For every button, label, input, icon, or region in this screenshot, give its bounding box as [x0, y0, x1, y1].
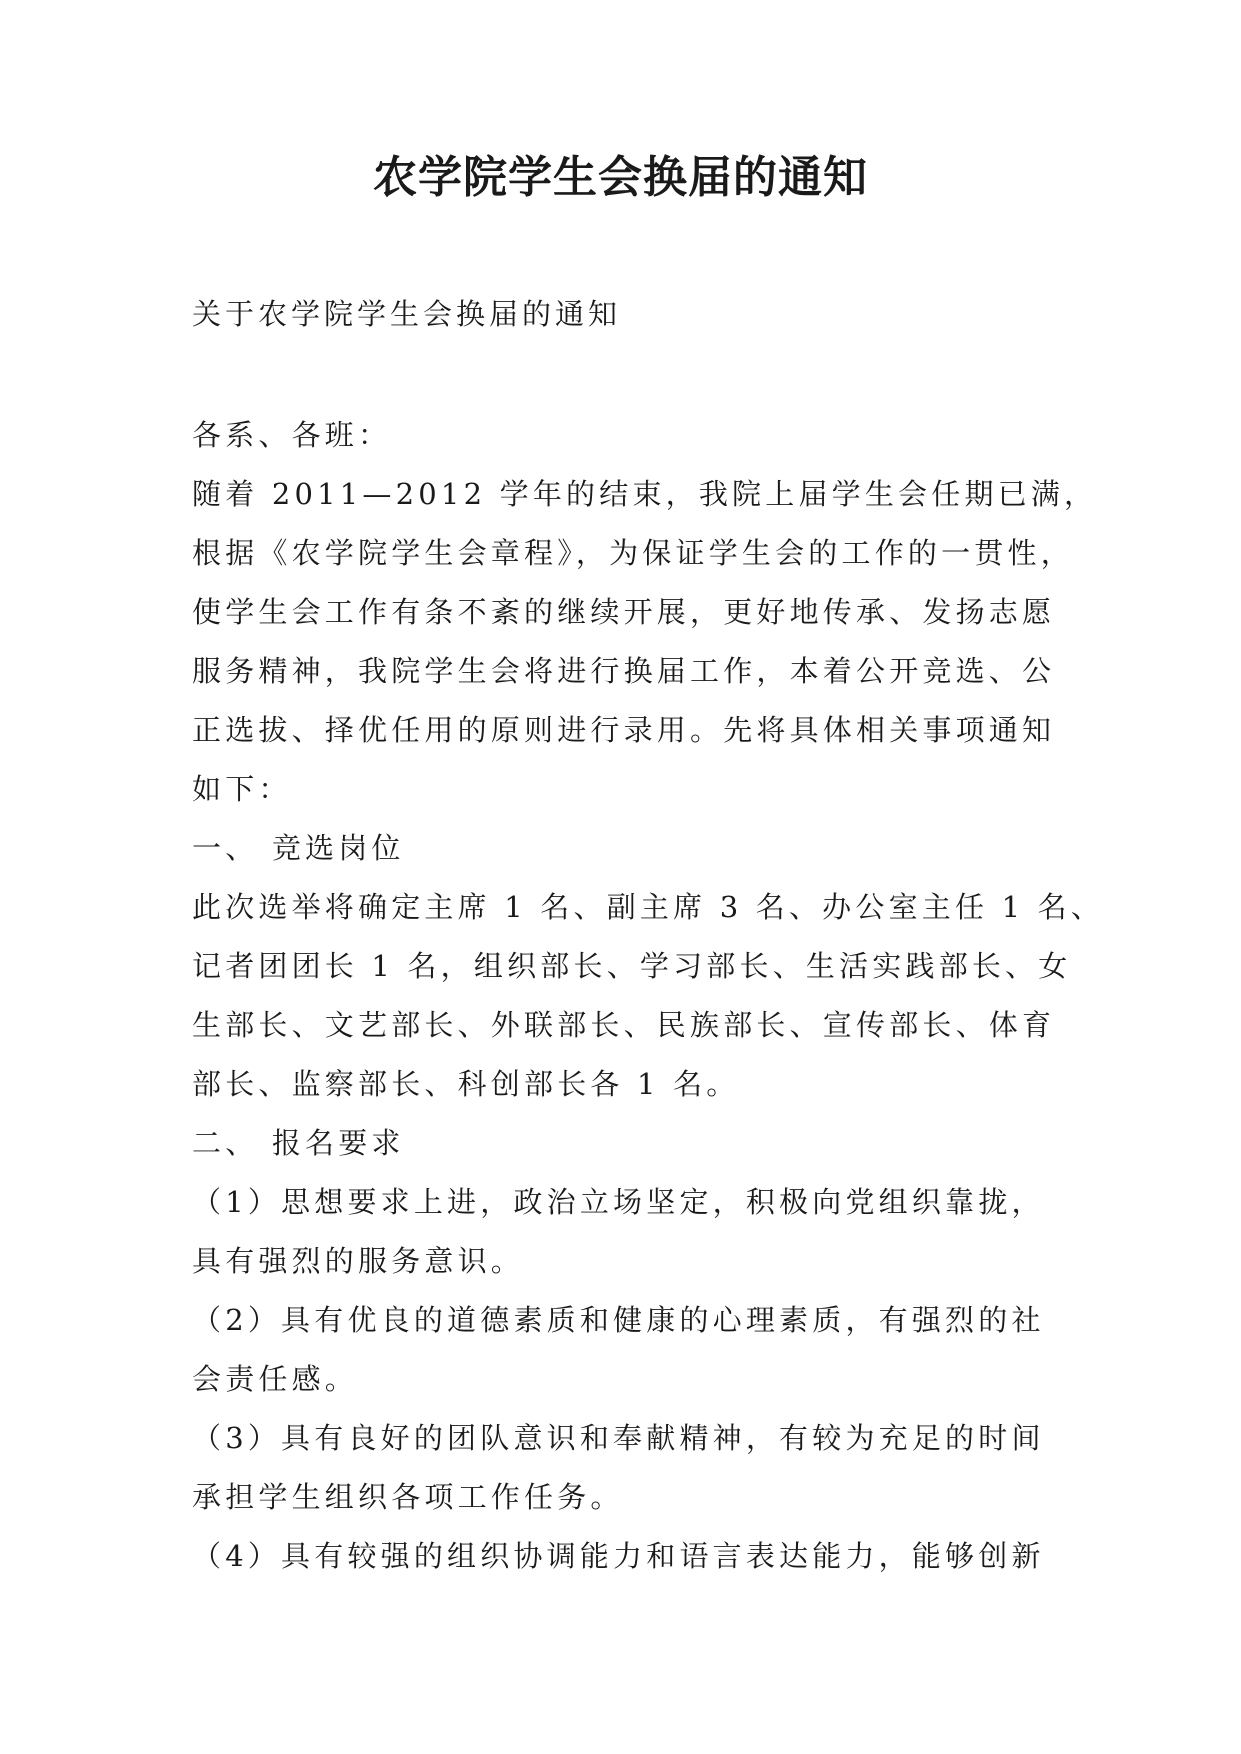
body-line: 承担学生组织各项工作任务。 [192, 1480, 624, 1514]
document-body [192, 406, 1105, 1586]
section-heading: 二、 报名要求 [192, 1126, 405, 1160]
body-line: 服务精神，我院学生会将进行换届工作，本着公开竞选、公 [192, 654, 1056, 688]
body-line: 部长、监察部长、科创部长各 1 名。 [192, 1067, 740, 1101]
body-line: 随着 2011—2012 学年的结束，我院上届学生会任期已满， [192, 477, 1098, 511]
body-line: 生部长、文艺部长、外联部长、民族部长、宣传部长、体育 [192, 1008, 1056, 1042]
body-line: 各系、各班： [192, 418, 392, 452]
body-line: （3）具有良好的团队意识和奉献精神，有较为充足的时间 [192, 1421, 1045, 1455]
document-subtitle: 关于农学院学生会换届的通知 [192, 297, 622, 331]
body-line: 记者团团长 1 名，组织部长、学习部长、生活实践部长、女 [192, 949, 1072, 983]
document-title: 农学院学生会换届的通知 [373, 152, 868, 203]
body-line: （4）具有较强的组织协调能力和语言表达能力，能够创新 [192, 1539, 1045, 1573]
body-line: 具有强烈的服务意识。 [192, 1244, 525, 1278]
section-heading: 一、 竞选岗位 [192, 831, 405, 865]
body-line: 会责任感。 [192, 1362, 359, 1396]
body-line: 如下： [192, 772, 292, 806]
body-line: （2）具有优良的道德素质和健康的心理素质，有强烈的社 [192, 1303, 1045, 1337]
body-line: 此次选举将确定主席 1 名、副主席 3 名、办公室主任 1 名、 [192, 890, 1105, 924]
body-line: 使学生会工作有条不紊的继续开展，更好地传承、发扬志愿 [192, 595, 1056, 629]
body-line: 根据《农学院学生会章程》，为保证学生会的工作的一贯性， [192, 536, 1074, 570]
body-line: 正选拔、择优任用的原则进行录用。先将具体相关事项通知 [192, 713, 1056, 747]
body-line: （1）思想要求上进，政治立场坚定，积极向党组织靠拢， [192, 1185, 1045, 1219]
